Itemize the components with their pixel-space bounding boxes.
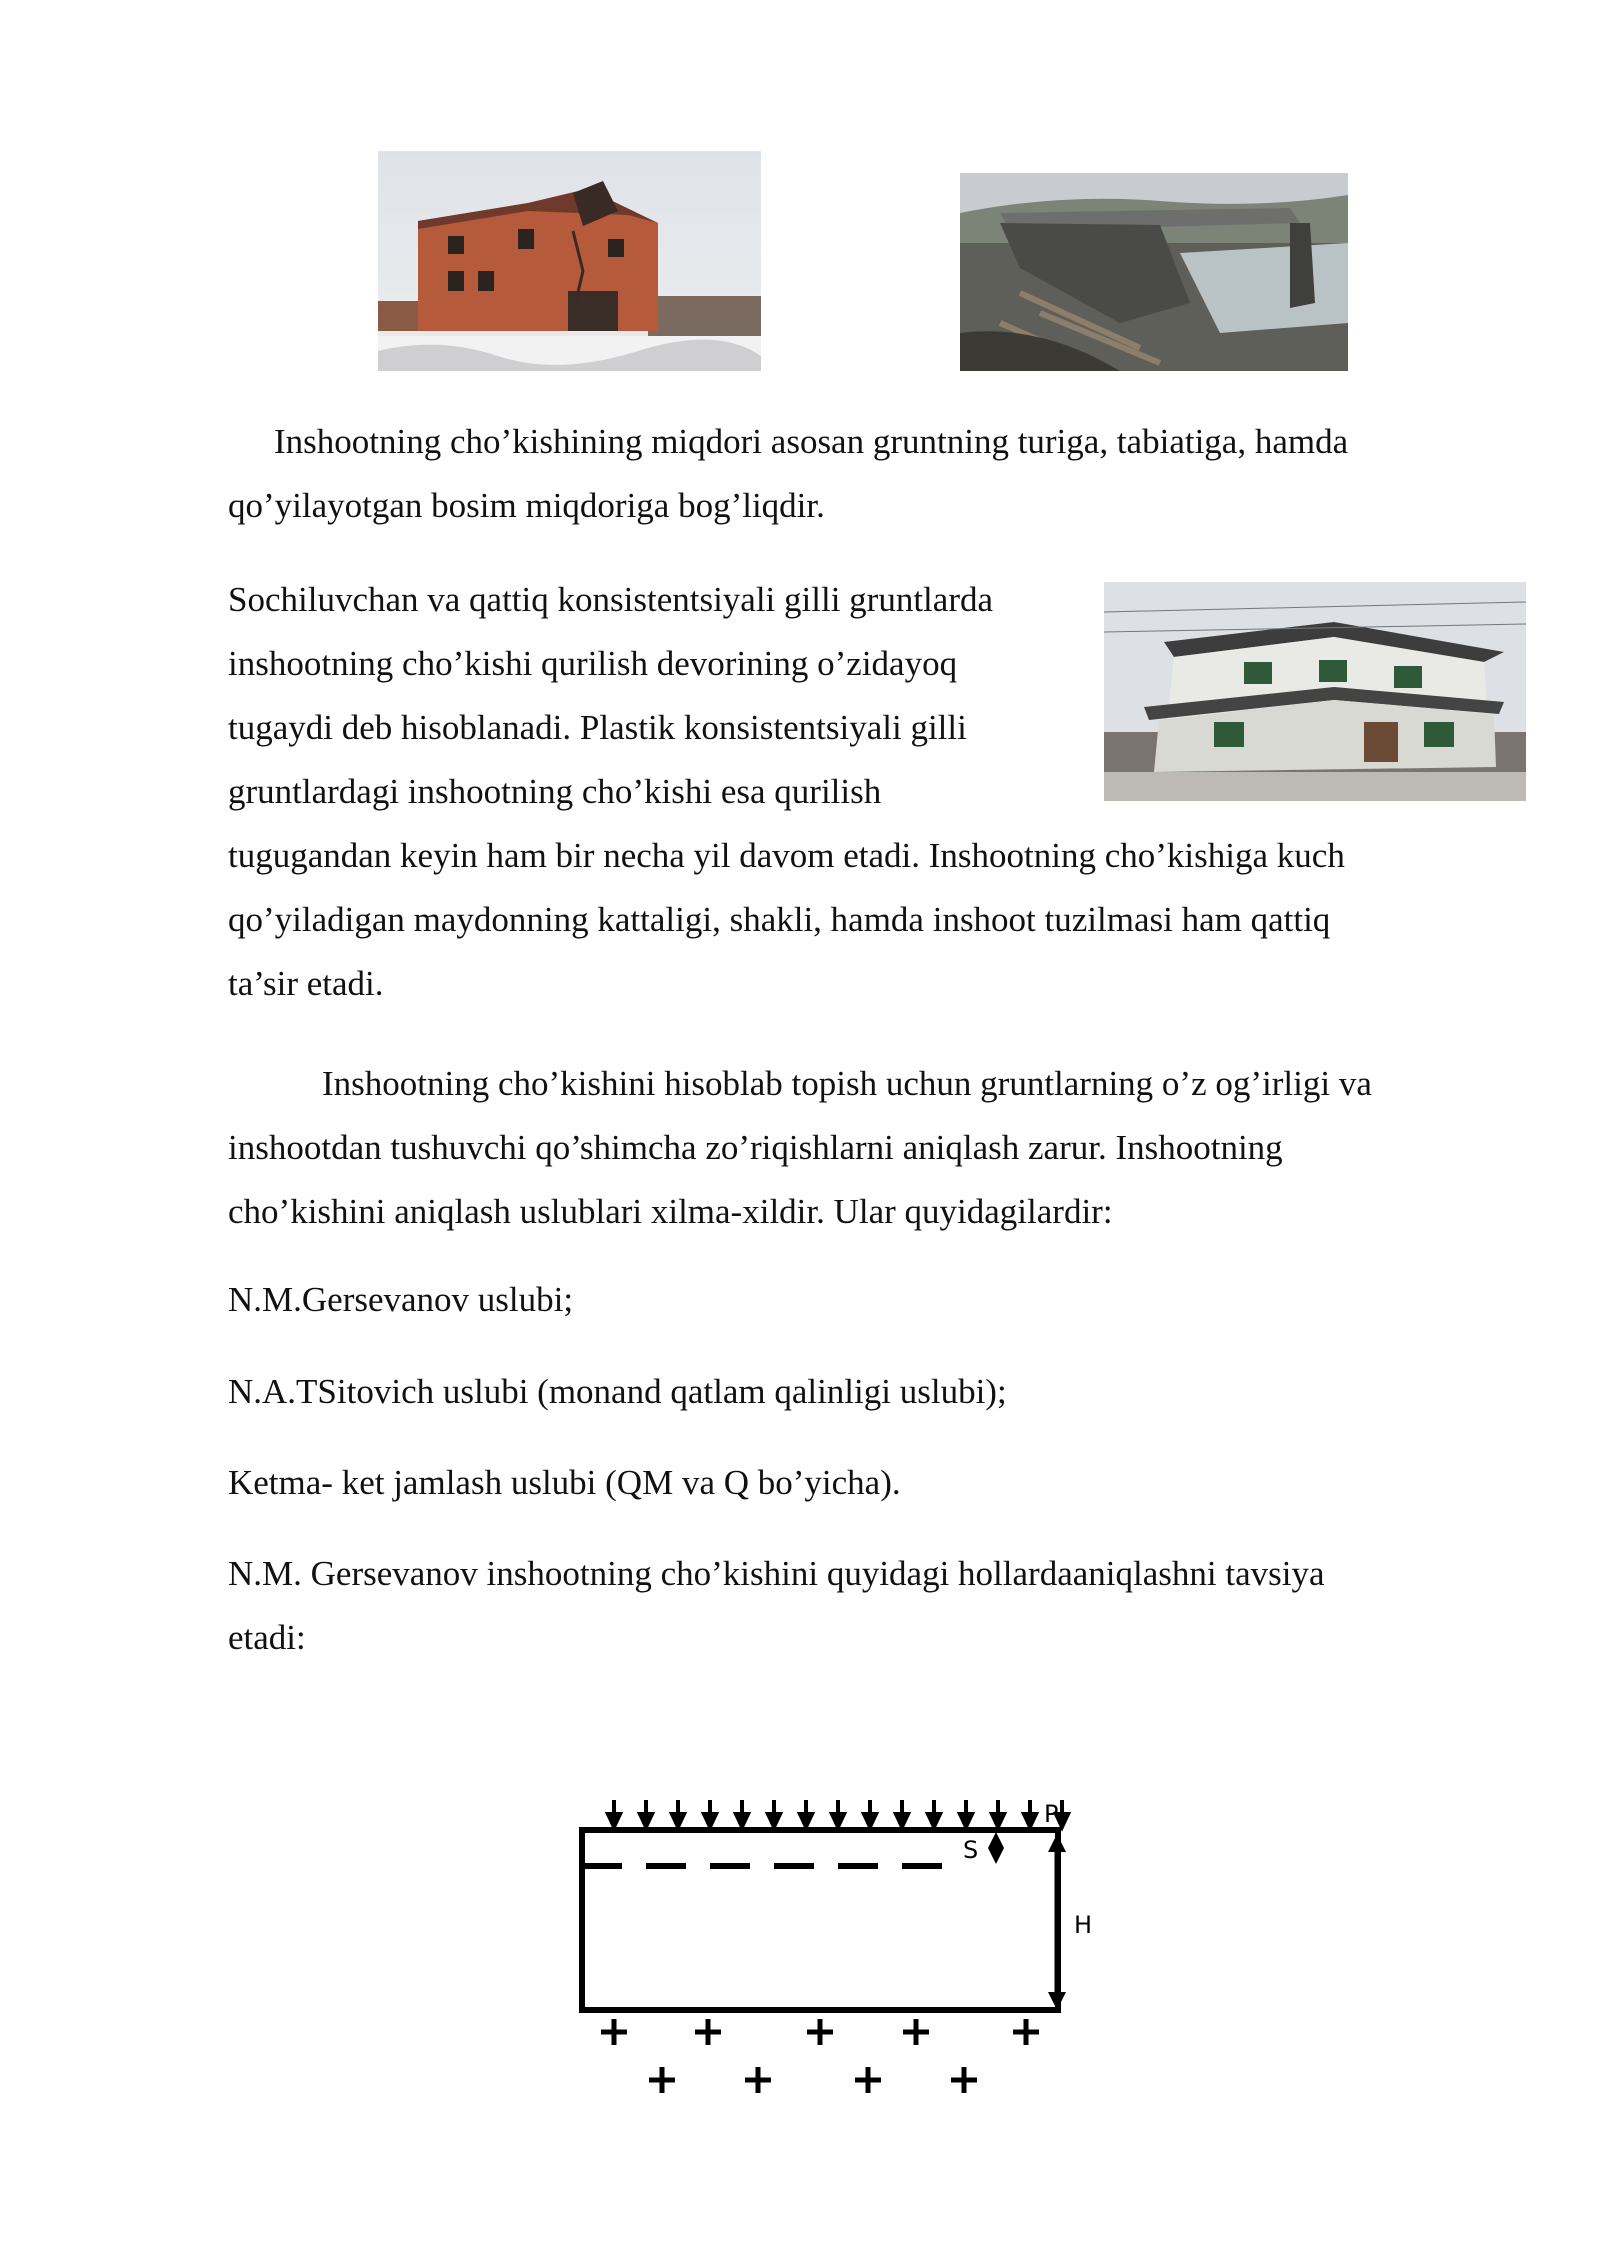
plus-sign (601, 2019, 627, 2045)
load-arrow (864, 1800, 876, 1827)
text-line: ta’sir etadi. (228, 964, 384, 1003)
load-arrow (896, 1800, 908, 1827)
settlement-marker (988, 1832, 1004, 1864)
text-line: Inshootning cho’kishini hisoblab topish uchun gruntlarning o’z og’irligi va (322, 1064, 1372, 1103)
paragraph-calculation-methods (228, 1052, 1468, 1244)
plus-sign (855, 2067, 881, 2093)
method-tsitovich (228, 1360, 1007, 1424)
settlement-diagram (560, 1800, 1120, 2130)
text-line: Sochiluvchan va qattiq konsistentsiyali gilli gruntlarda (228, 580, 994, 619)
label-h: H (1074, 1911, 1093, 1939)
load-arrows (608, 1800, 1068, 1827)
method-gersevanov (228, 1268, 573, 1332)
load-arrow (832, 1800, 844, 1827)
plus-sign (903, 2019, 929, 2045)
text-line: qo’yilayotgan bosim miqdoriga bog’liqdir. (228, 486, 825, 525)
label-s: S (963, 1836, 979, 1864)
label-p: P (1044, 1800, 1059, 1828)
plus-sign (695, 2019, 721, 2045)
collapsed-bridge-photo (960, 173, 1348, 371)
text-line: tugugandan keyin ham bir necha yil davom etadi. Inshootning cho’kishiga kuch (228, 836, 1345, 875)
text-line: N.M.Gersevanov uslubi; (228, 1280, 574, 1319)
plus-sign (807, 2019, 833, 2045)
load-arrow (704, 1800, 716, 1827)
plus-sign (951, 2067, 977, 2093)
text-line: Inshootning cho’kishining miqdori asosan gruntning turiga, tabiatiga, hamda (274, 422, 1349, 461)
text-line: N.M. Gersevanov inshootning cho’kishini quyidagi hollardaaniqlashni tavsiya (228, 1554, 1325, 1593)
text-line: etadi: (228, 1618, 306, 1657)
text-line: inshootdan tushuvchi qo’shimcha zo’riqishlarni aniqlash zarur. Inshootning (228, 1128, 1283, 1167)
plus-sign (745, 2067, 771, 2093)
paragraph-gersevanov-recommendation (228, 1542, 1468, 1670)
text-line: inshootning cho’kishi qurilish devorining o’zidayoq (228, 644, 958, 683)
method-sequential-summation (228, 1451, 901, 1515)
text-line: Ketma- ket jamlash uslubi (QM va Q bo’yicha). (228, 1463, 901, 1502)
plus-sign (649, 2067, 675, 2093)
load-arrow (928, 1800, 940, 1827)
load-arrow (1024, 1800, 1036, 1827)
plus-sign (1013, 2019, 1039, 2045)
soil-layer (582, 1830, 1058, 2010)
load-arrow (640, 1800, 652, 1827)
load-arrow (608, 1800, 620, 1827)
thickness-dimension (1048, 1834, 1066, 2010)
load-arrow (800, 1800, 812, 1827)
load-arrow (960, 1800, 972, 1827)
text-line: N.A.TSitovich uslubi (monand qatlam qalinligi uslubi); (228, 1372, 1007, 1411)
collapsed-brick-house-photo (378, 151, 761, 371)
load-arrow (672, 1800, 684, 1827)
text-line: gruntlardagi inshootning cho’kishi esa qurilish (228, 772, 882, 811)
soil-plus-signs (601, 2019, 1039, 2093)
text-line: cho’kishini aniqlash uslublari xilma-xildir. Ular quyidagilardir: (228, 1192, 1113, 1231)
load-arrow (992, 1800, 1004, 1827)
paragraph-soil-consistency (228, 568, 1468, 1016)
load-arrow (736, 1800, 748, 1827)
text-line: tugaydi deb hisoblanadi. Plastik konsistentsiyali gilli (228, 708, 967, 747)
load-arrow (768, 1800, 780, 1827)
paragraph-settlement-magnitude (228, 410, 1468, 538)
text-line: qo’yiladigan maydonning kattaligi, shakli, hamda inshoot tuzilmasi ham qattiq (228, 900, 1331, 939)
